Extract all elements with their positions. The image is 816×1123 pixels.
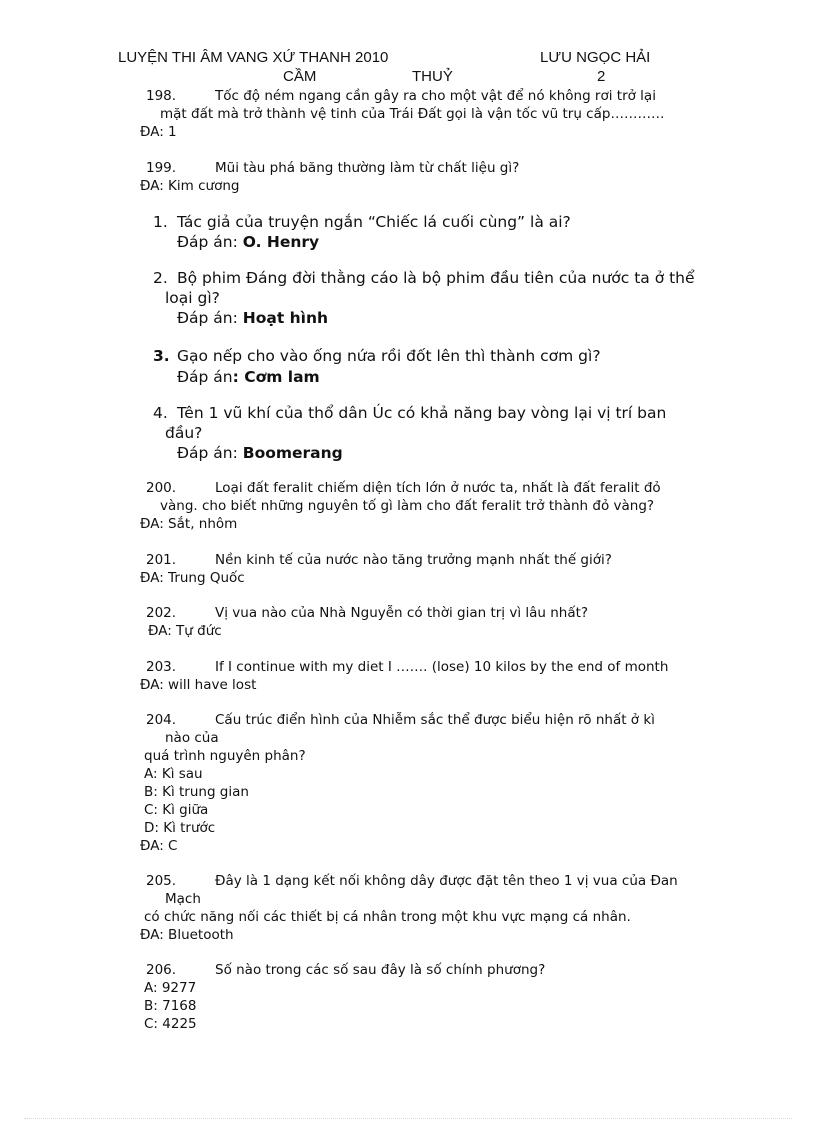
list-item-question: Tác giả của truyện ngắn “Chiếc lá cuối cùng” là ai? <box>177 213 571 231</box>
list-item-answer-line <box>177 309 328 327</box>
header-author: LƯU NGỌC HẢI <box>540 49 651 66</box>
question-number: 198. <box>146 88 177 104</box>
question-text: Số nào trong các số sau đây là số chính phương? <box>215 962 546 978</box>
option: B: 7168 <box>144 998 197 1014</box>
list-item-question: Gạo nếp cho vào ống nứa rồi đốt lên thì thành cơm gì? <box>177 347 601 365</box>
question-text: Tốc độ ném ngang cần gây ra cho một vật để nó không rơi trở lại <box>215 88 656 104</box>
page-bottom-divider <box>24 1118 792 1119</box>
option: C: Kì giữa <box>144 802 209 818</box>
header-page-number: 2 <box>597 68 606 85</box>
answer: ĐA: will have lost <box>140 677 257 693</box>
option: A: Kì sau <box>144 766 203 782</box>
list-item-question-cont: loại gì? <box>165 289 220 307</box>
question-number: 206. <box>146 962 177 978</box>
list-item-number: 3. <box>153 347 170 365</box>
header-left2: CẦM <box>283 68 317 85</box>
answer-label: Đáp án: <box>177 309 243 327</box>
answer: ĐA: Bluetooth <box>140 927 234 943</box>
answer: ĐA: Trung Quốc <box>140 570 245 586</box>
list-item-question: Tên 1 vũ khí của thổ dân Úc có khả năng bay vòng lại vị trí ban <box>177 404 667 422</box>
option: A: 9277 <box>144 980 197 996</box>
question-text: Nền kinh tế của nước nào tăng trưởng mạnh nhất thế giới? <box>215 552 612 568</box>
answer-label: Đáp án: <box>177 233 243 251</box>
list-item-answer-line <box>177 368 320 386</box>
question-number: 202. <box>146 605 177 621</box>
question-text-cont: mặt đất mà trở thành vệ tinh của Trái Đất gọi là vận tốc vũ trụ cấp………… <box>160 106 665 122</box>
header-middle2: THUỶ <box>412 68 453 85</box>
question-text: Loại đất feralit chiếm diện tích lớn ở nước ta, nhất là đất feralit đỏ <box>215 480 661 496</box>
question-text-cont: quá trình nguyên phân? <box>144 748 306 764</box>
question-text-cont: nào của <box>165 730 219 746</box>
list-item-question: Bộ phim Đáng đời thằng cáo là bộ phim đầu tiên của nước ta ở thể <box>177 269 695 287</box>
question-text-cont: Mạch <box>165 891 201 907</box>
answer: ĐA: Kim cương <box>140 178 240 194</box>
option: C: 4225 <box>144 1016 197 1032</box>
option: B: Kì trung gian <box>144 784 249 800</box>
answer: ĐA: Sắt, nhôm <box>140 516 238 532</box>
answer: ĐA: Tự đức <box>148 623 222 639</box>
answer-value: : Cơm lam <box>232 368 320 386</box>
answer-label: Đáp án <box>177 368 233 386</box>
question-number: 205. <box>146 873 177 889</box>
list-item-number: 4. <box>153 404 168 422</box>
question-text: Mũi tàu phá băng thường làm từ chất liệu gì? <box>215 160 520 176</box>
question-number: 201. <box>146 552 177 568</box>
question-text: Đây là 1 dạng kết nối không dây được đặt tên theo 1 vị vua của Đan <box>215 873 678 889</box>
list-item-number: 2. <box>153 269 168 287</box>
question-number: 199. <box>146 160 177 176</box>
question-text-cont: vàng. cho biết những nguyên tố gì làm cho đất feralit trở thành đỏ vàng? <box>160 498 655 514</box>
answer-label: Đáp án: <box>177 444 243 462</box>
answer: ĐA: C <box>140 838 178 854</box>
list-item-number: 1. <box>153 213 168 231</box>
question-text: Vị vua nào của Nhà Nguyễn có thời gian trị vì lâu nhất? <box>215 605 589 621</box>
question-number: 200. <box>146 480 177 496</box>
option: D: Kì trước <box>144 820 216 836</box>
list-item-question-cont: đầu? <box>165 424 203 442</box>
answer-value: Boomerang <box>242 444 343 462</box>
question-number: 203. <box>146 659 177 675</box>
question-text: Cấu trúc điển hình của Nhiễm sắc thể được biểu hiện rõ nhất ở kì <box>215 712 655 728</box>
answer: ĐA: 1 <box>140 124 177 140</box>
list-item-answer-line <box>177 233 319 251</box>
answer-value: Hoạt hình <box>242 309 329 327</box>
header-title: LUYỆN THI ÂM VANG XỨ THANH 2010 <box>118 49 389 66</box>
answer-value: O. Henry <box>242 233 320 251</box>
question-number: 204. <box>146 712 177 728</box>
question-text: If I continue with my diet I ……. (lose) 10 kilos by the end of month <box>215 659 669 675</box>
list-item-answer-line <box>177 444 343 462</box>
question-text-cont: có chức năng nối các thiết bị cá nhân trong một khu vực mạng cá nhân. <box>144 909 631 925</box>
